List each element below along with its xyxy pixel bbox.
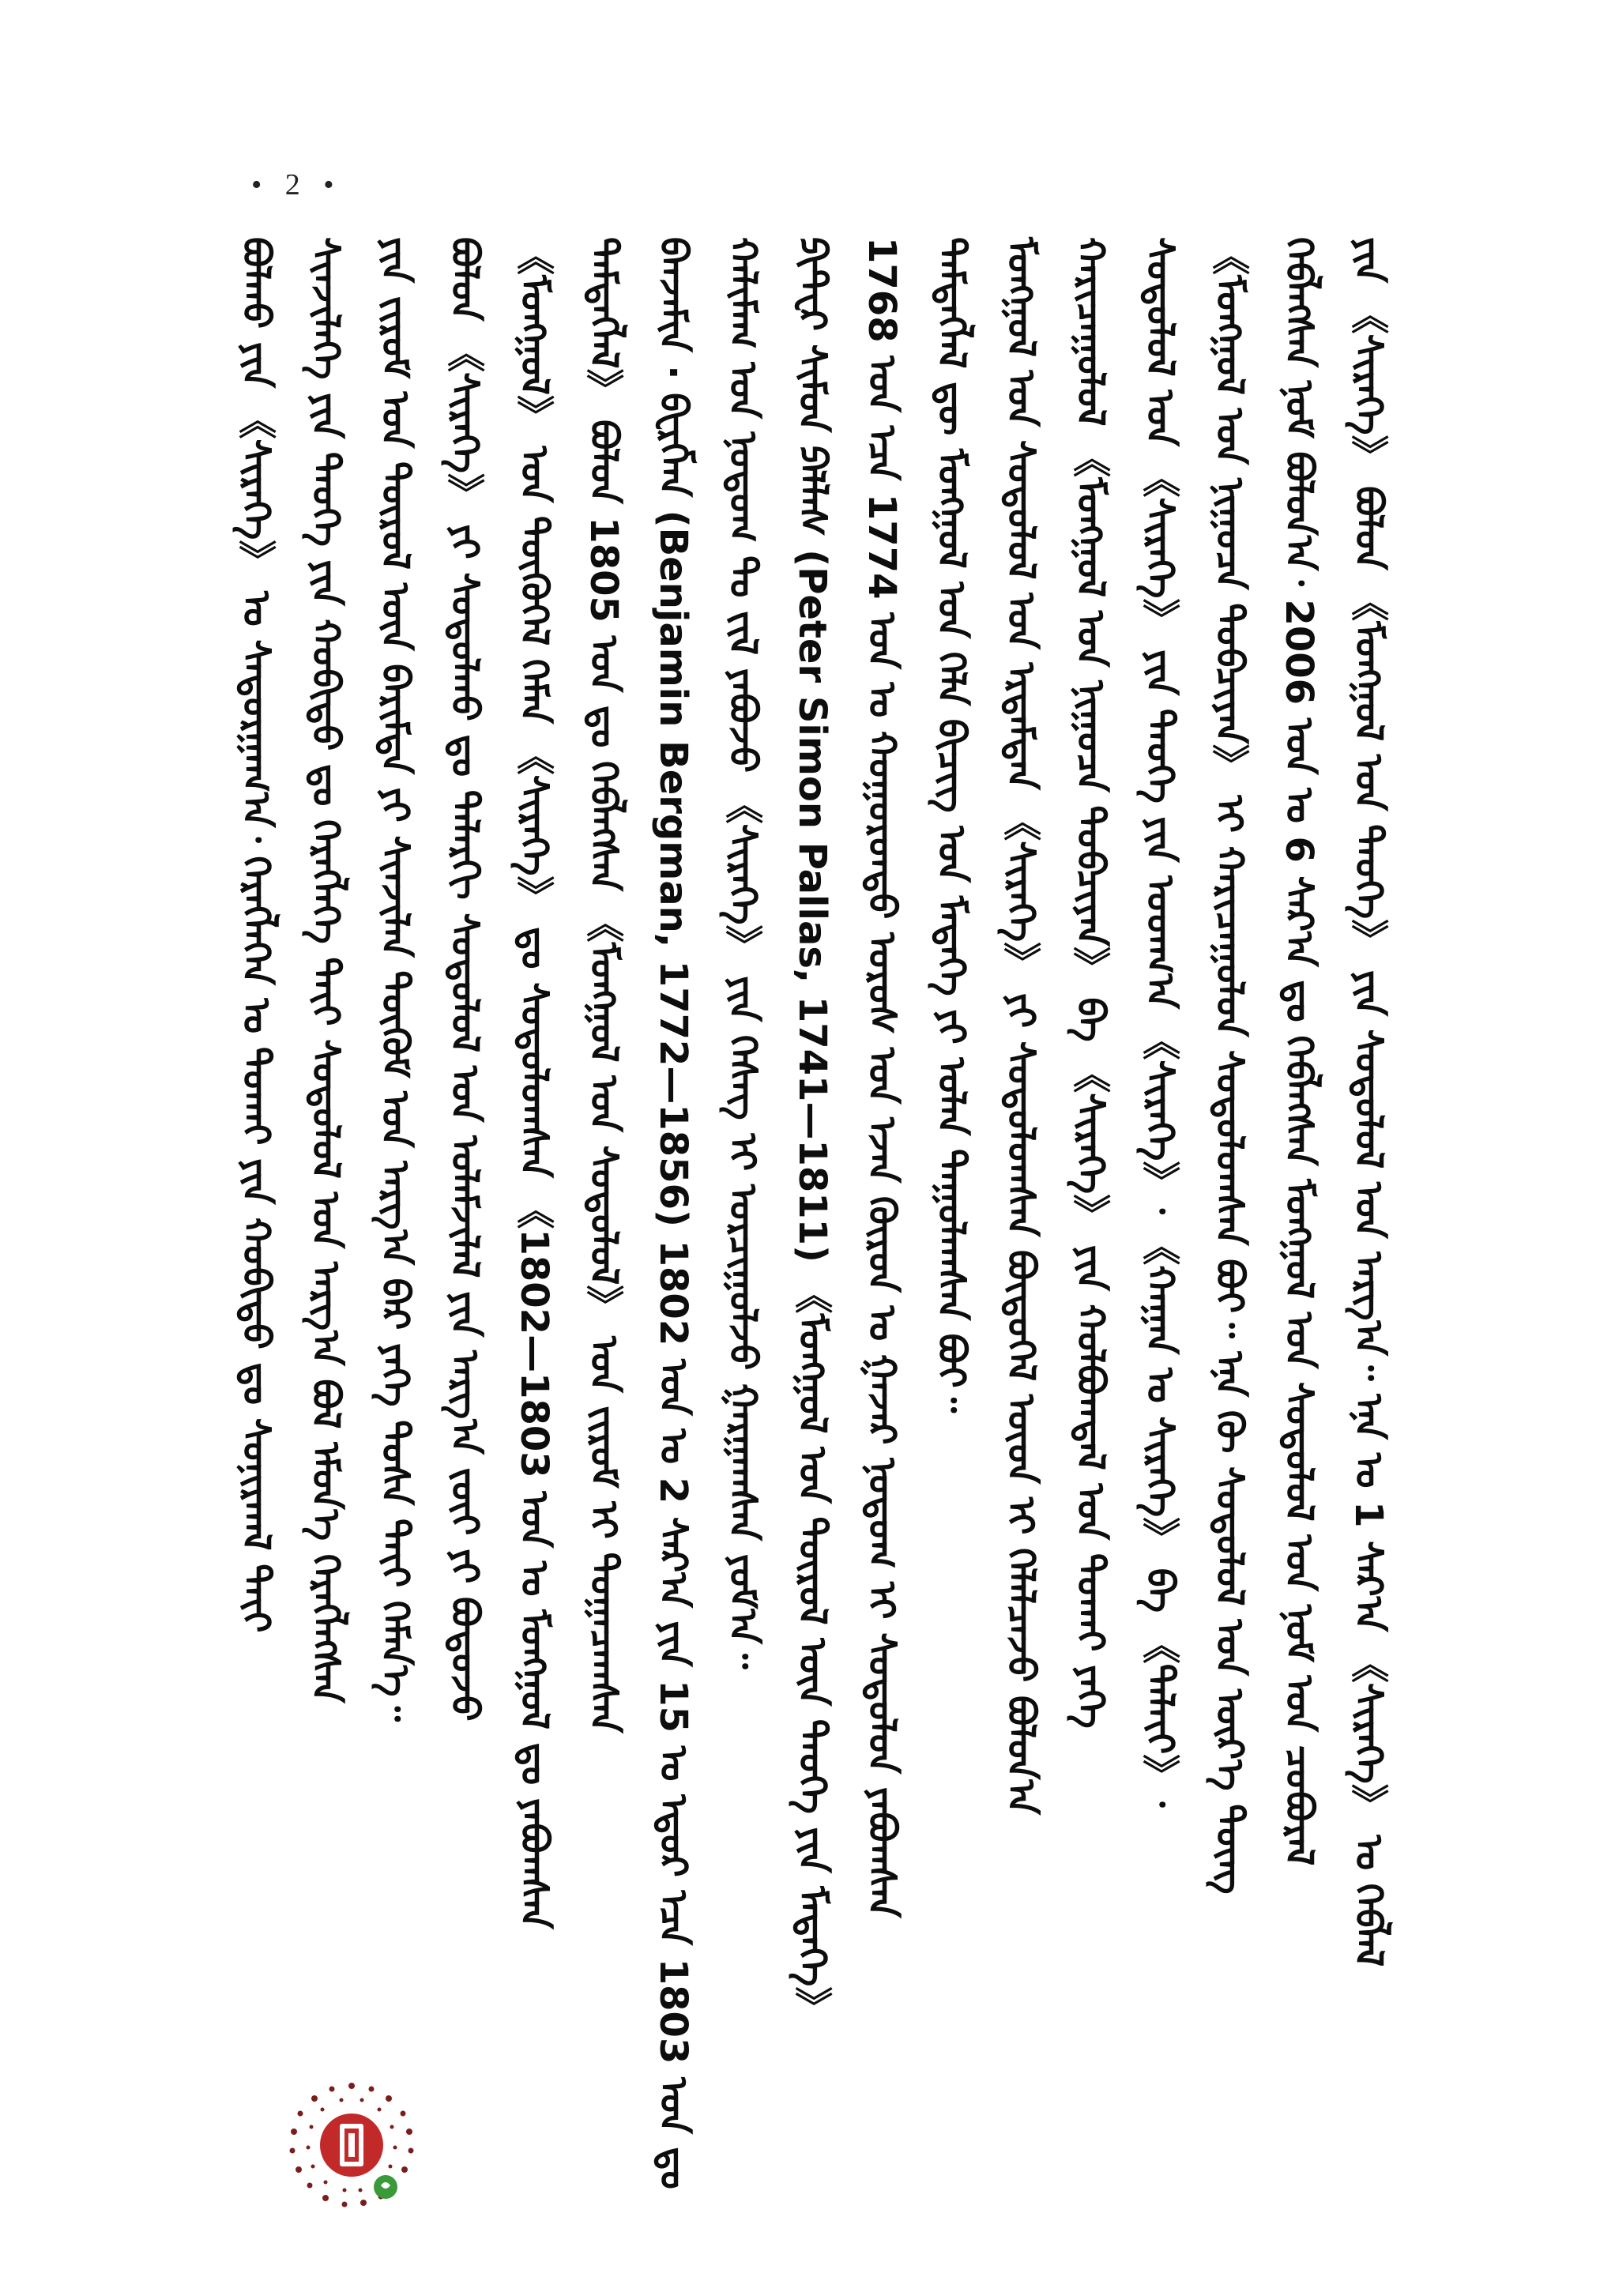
text-column: 《ᠮᠣᠩᠭᠤᠯ》 ᠤᠨ ᠲᠦᠭᠦᠭᠡᠯ ᠬᠡᠮᠡᠨ 《ᠰᠢᠷᠡᠭᠡ》 ᠳᠤ ᠰᠤᠳᠤᠯᠤᠭᠰᠠᠨ 《1802—1803 ᠣᠨ ᠤ ᠮᠣᠩᠭᠤᠯ ᠳᠤ ᠶᠠᠪᠤᠭᠰᠠᠨ xyxy=(512,237,556,1929)
text-column: ᠲᠡᠮᠳᠡᠭᠯᠡᠯ》 ᠪᠣᠯᠤᠨ 1805 ᠣᠨ ᠳᠤ ᠬᠡᠪᠯᠡᠭᠰᠡᠨ 《ᠮᠣᠩᠭᠤᠯ ᠤᠨ ᠰᠤᠳᠤᠯᠤᠯ》 ᠤᠨ ᠵᠢᠷᠤᠮ ᠢ ᠲᠣᠭᠠᠴᠠᠭᠰᠠᠨ xyxy=(582,237,626,1733)
text-column: ᠶᠢᠨ ᠵᠢᠷᠤᠮ ᠤᠨ ᠲᠦᠷᠦᠯ ᠦᠨ ᠪᠠᠷᠢᠮᠲᠠ ᠶᠢ ᠰᠢᠨᠵᠢᠯᠡᠨ ᠳᠦᠬᠦᠮ ᠤᠨ ᠠᠷᠭ᠎ᠠ ᠪᠡᠷ ᠶᠡᠬᠡ ᠲᠤᠰᠠ ᠲᠠᠶ᠋ᠢ ᠬᠡᠮᠡᠨ᠎ᠡ᠃ xyxy=(373,237,417,1722)
text-column: ᠫᠢᠲ᠋ᠧᠷ ᠰᠢᠮᠣᠨ ᠫᠠᠯᠯᠠᠰ (Peter Simon Pallas, 1741—1811) 《ᠮᠣᠩᠭᠤᠯ ᠤᠨ ᠲᠦᠷᠦᠯ ᠦᠨ ᠲᠡᠦᠬᠡ ᠶᠢᠨ ᠮᠡᠳᠡᠭᠡ》 xyxy=(790,237,834,2025)
text-column: ᠲᠡᠮᠳᠡᠭᠯᠡᠯ ᠳᠦ ᠮᠣᠩᠭᠤᠯ ᠤᠨ ᠬᠡᠯᠡ ᠪᠢᠴᠢᠭ ᠤᠨ ᠮᠡᠳᠡᠭᠡ ᠶᠢ ᠣᠯᠠᠨ ᠳᠠᠭᠤᠯᠠᠭᠰᠠᠨ ᠪᠤᠢ᠃ xyxy=(929,237,973,1413)
seal-graphic xyxy=(284,2078,419,2212)
publisher-qr-seal-icon xyxy=(284,2078,419,2212)
text-column: ᠪᠣᠯᠤᠨ 《ᠰᠢᠷᠡᠭᠡ》 ᠶᠢ ᠰᠣᠳᠤᠯᠬᠤ ᠳᠤ ᠲᠠᠯᠠᠷᠬᠢ ᠰᠤᠳᠤᠯᠤᠯ ᠤᠨ ᠤᠯᠠᠮᠵᠢᠯᠠᠯ ᠶᠢᠨ ᠠᠷᠭ᠎ᠠ ᠵᠦᠢ ᠶᠢ ᠪᠣᠳᠤᠵᠤ xyxy=(442,237,487,1722)
text-column: 1768 ᠣᠨ ᠡᠴᠡ 1774 ᠣᠨ ᠤ ᠬᠣᠭᠣᠷᠤᠨᠳᠤ ᠣᠷᠤᠰ ᠤᠨ ᠡᠵᠡᠨ ᠭᠦᠷᠦᠨ ᠤ ᠭᠠᠵᠠᠷ ᠨᠤᠲᠤᠭ ᠢ ᠰᠤᠳᠤᠯᠤᠨ ᠶᠠᠪᠤᠭᠰᠠᠨ xyxy=(860,237,904,1918)
text-column: ᠬᠡᠪᠯᠡᠭᠰᠡᠨ ᠨᠣᠮ ᠪᠣᠯᠤᠨ᠎ᠠ᠂ 2006 ᠣᠨ ᠤ 6 ᠰᠠᠷ᠎ᠠ ᠳᠤ ᠬᠡᠪᠯᠡᠭᠰᠡᠨ ᠮᠣᠩᠭᠤᠯ ᠤᠨ ᠰᠤᠳᠤᠯᠤᠯ ᠤᠨ ᠨᠣᠮ ᠤᠨ ᠴᠤᠪᠤᠷᠠᠯ xyxy=(1277,237,1321,1866)
text-column: ᠪᠣᠯᠬᠤ ᠶᠢᠨ 《ᠰᠢᠷᠡᠭᠡ》 ᠤ ᠰᠠᠳᠤᠷᠭᠠᠭ᠎ᠠ᠂ ᠬᠡᠷᠡᠭᠯᠡᠭᠡᠨ ᠤ ᠲᠤᠬᠠᠢ ᠶᠢᠨ ᠬᠤᠪᠢᠳᠤ ᠳᠤ ᠰᠣᠨᠢᠷᠬᠠᠯ ᠲᠠᠶ᠋ᠢ xyxy=(234,237,278,1633)
page-number: • 2 • xyxy=(251,168,342,201)
text-column: ᠰᠢᠨᠵᠢᠯᠡᠭᠡ ᠶᠢᠨ ᠲᠡᠦᠬᠡ ᠶᠢᠨ ᠬᠤᠪᠢᠳᠤ ᠳᠤ ᠬᠡᠷᠡᠭᠯᠡᠭᠡ ᠲᠠᠶ᠋ᠢ ᠰᠤᠳᠤᠯᠤᠯ ᠤᠨ ᠠᠷᠭ᠎ᠠ ᠪᠣᠯ ᠡᠮᠦᠨ᠎ᠡ ᠬᠡᠷᠡᠭᠯᠡᠭᠰᠡᠨ xyxy=(303,237,348,1703)
mongolian-text-block xyxy=(234,237,1422,2189)
text-column: ᠬᠠᠯᠢᠮᠠᠭ ᠤᠨ ᠨᠤᠲᠤᠭ ᠲᠤ ᠵᠢᠯ ᠶᠠᠪᠤᠵᠤ 《ᠰᠢᠷᠡᠭᠡ》 ᠶᠢᠨ ᠬᠡᠰᠡᠭ ᠢ ᠣᠷᠴᠢᠭᠤᠯᠵᠤ ᠭᠠᠷᠭᠠᠭᠰᠠᠨ ᠶᠤᠮ᠎ᠠ᠃ xyxy=(721,237,765,1669)
text-column: ᠰᠤᠳᠤᠯᠤᠯ ᠤᠨ 《ᠰᠢᠷᠡᠭᠡ》 ᠶᠢᠨ ᠲᠡᠦᠬᠡ ᠶᠢᠨ ᠤᠳᠬ᠎ᠠ 《ᠰᠢᠷᠡᠭᠡ》᠂ 《ᠬᠠᠭᠠᠨ ᠤ ᠰᠢᠷᠡᠭᠡ》 ᠪᠠ 《ᠲᠠᠯᠠᠶ᠋ᠢ》᠂ xyxy=(1138,237,1182,1808)
text-column: ᠬᠠᠷᠢᠴᠠᠭᠤᠯᠤᠯ 《ᠮᠣᠩᠭᠤᠯ ᠤᠨ ᠨᠢᠭᠤᠴᠠ ᠲᠣᠪᠴᠢᠶᠠᠨ》 ᠪᠠ 《ᠰᠢᠷᠡᠭᠡ》 ᠶᠢᠨ ᠬᠣᠯᠪᠣᠭᠳᠠᠯ ᠤᠨ ᠲᠤᠬᠠᠢ ᠶᠡᠬᠡ xyxy=(1068,237,1112,1729)
text-column: ᠪᠡᠨᠵᠠᠮᠢᠨ · ᠪᠧᠷᠭᠮᠠᠨ (Benjamin Bergman, 1772—1856) 1802 ᠣᠨ ᠤ 2 ᠰᠠᠷ᠎ᠠ ᠶᠢᠨ 15 ᠤ ᠡᠳᠦᠷ ᠡᠴᠡ 1803 ᠣᠨ ᠳᠤ xyxy=(651,237,695,2189)
text-column: ᠮᠣᠩᠭᠤᠯ ᠤᠨ ᠰᠤᠳᠤᠯᠤᠯ ᠤᠨ ᠡᠷᠳᠡᠮᠲᠡᠨ 《ᠰᠢᠷᠡᠭᠡ》 ᠶᠢ ᠰᠤᠳᠤᠯᠤᠭᠰᠠᠨ ᠪᠦᠲᠦᠭᠡᠯ ᠦᠳ ᠢ ᠬᠡᠯᠡᠯᠴᠡᠵᠦ ᠪᠣᠯᠤᠨ᠎ᠠ xyxy=(999,237,1043,1815)
text-column: ᠶᠢᠨ 《ᠰᠢᠷᠡᠭᠡ》 ᠪᠣᠯᠤᠨ 《ᠮᠣᠩᠭᠤᠯ ᠤᠨ ᠲᠡᠦᠬᠡ》 ᠶᠢᠨ ᠰᠤᠳᠤᠯᠤᠯ ᠤᠨ ᠠᠷᠭ᠎ᠠ᠃ ᠡᠨᠡ ᠤ 1 ᠰᠠᠷ᠎ᠠ 《ᠰᠢᠷᠡᠭᠡ》 ᠤ ᠬᠡᠪᠯᠡᠯ xyxy=(1346,237,1391,1967)
text-column: 《ᠮᠣᠩᠭᠤᠯ ᠤᠨ ᠨᠢᠭᠤᠴᠠ ᠲᠣᠪᠴᠢᠶᠠᠨ》 ᠢ ᠬᠠᠷᠢᠴᠠᠭᠤᠯᠤᠨ ᠰᠤᠳᠤᠯᠤᠭᠰᠠᠨ ᠪᠤᠢ᠃ ᠡᠨᠡ ᠬᠦ ᠰᠤᠳᠤᠯᠤᠯ ᠤᠨ ᠦᠷ᠎ᠡ ᠳᠦᠩ xyxy=(1207,237,1252,1895)
